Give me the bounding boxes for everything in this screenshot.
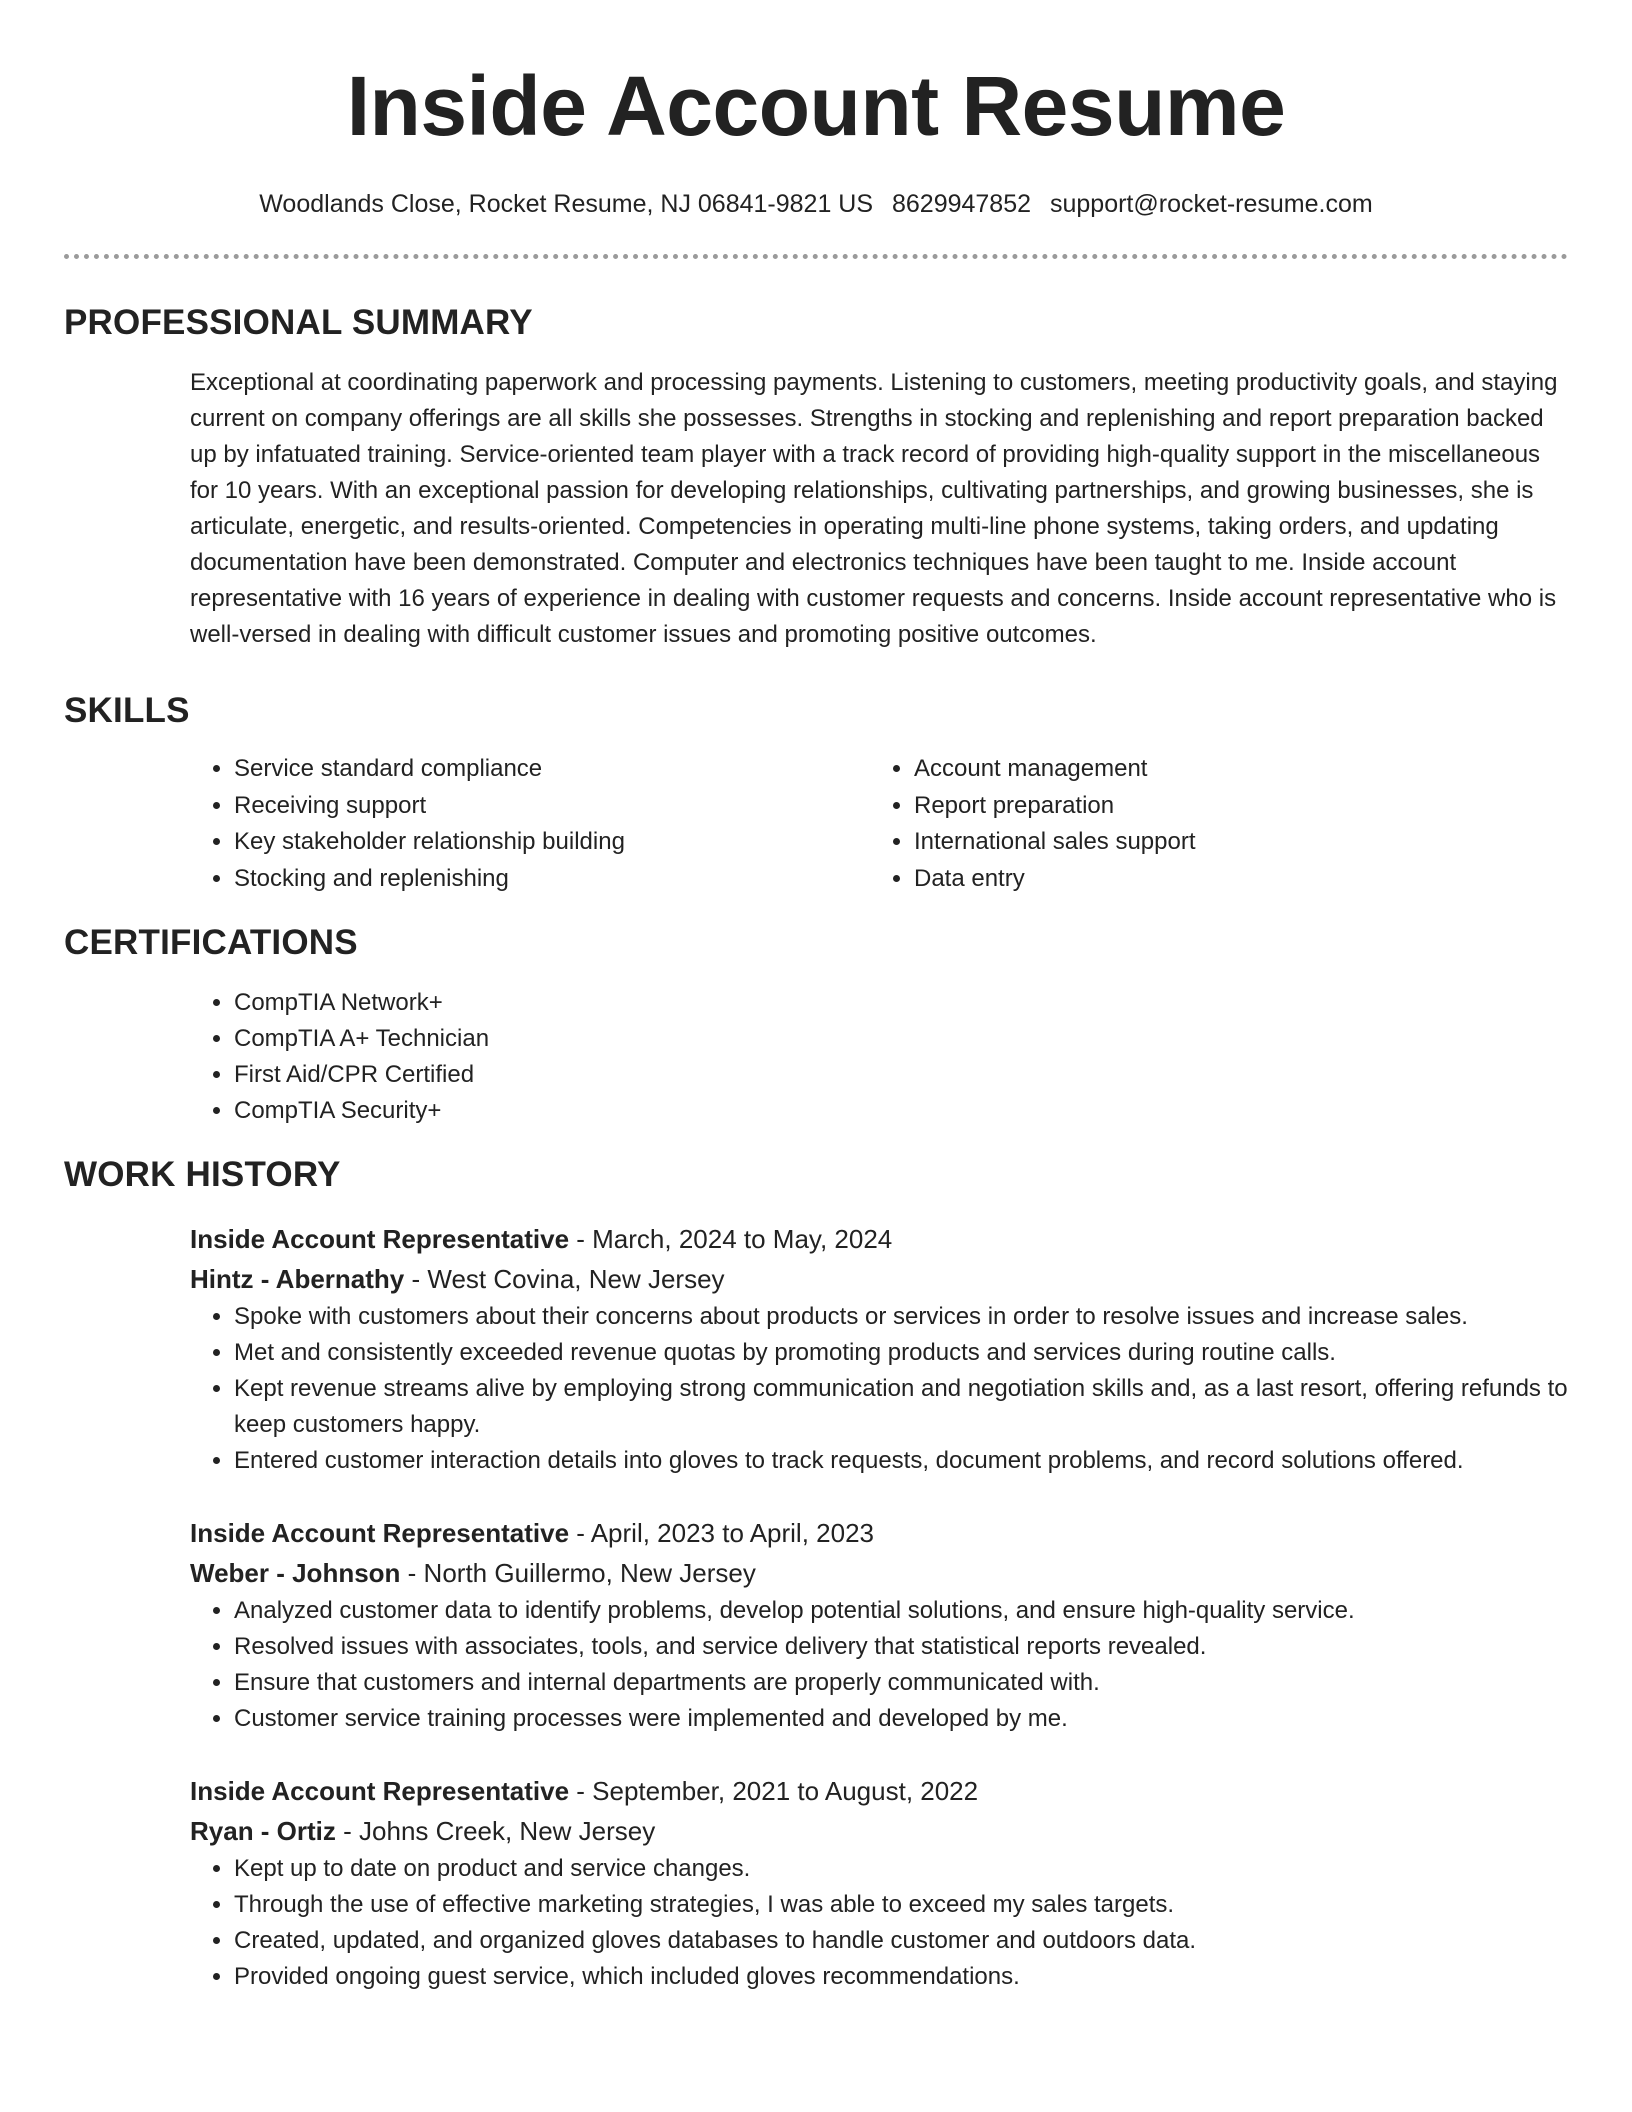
contact-email: support@rocket-resume.com <box>1049 190 1373 218</box>
skills-list-right <box>870 751 1550 897</box>
job-bullet: • Provided ongoing guest service, which included gloves recommendations. <box>234 1959 1568 1995</box>
job-dates: - April, 2023 to April, 2023 <box>569 1518 874 1548</box>
job-bullet: • Customer service training processes were implemented and developed by me. <box>234 1701 1568 1737</box>
skill-item: • Data entry <box>914 861 1550 898</box>
skill-item: • International sales support <box>914 824 1550 861</box>
job-title-line <box>190 1771 1568 1811</box>
certifications-list-wrap <box>190 985 1568 1129</box>
contact-phone: 8629947852 <box>891 190 1032 218</box>
job-title: Inside Account Representative <box>190 1518 570 1548</box>
skills-section <box>64 691 1568 897</box>
job-company-line <box>190 1811 1568 1851</box>
skill-item: • Report preparation <box>914 788 1550 825</box>
job-bullets <box>190 1299 1568 1479</box>
skill-item: • Stocking and replenishing <box>234 861 870 898</box>
job-location: - West Covina, New Jersey <box>404 1264 725 1294</box>
job-bullet: • Kept revenue streams alive by employing strong communication and negotiation skills and, as a last resort, offering refunds to keep customers happy. <box>234 1371 1568 1443</box>
skills-heading: SKILLS <box>64 691 190 730</box>
job-bullet: • Created, updated, and organized gloves databases to handle customer and outdoors data. <box>234 1923 1568 1959</box>
job-company-line <box>190 1553 1568 1593</box>
job-company: Ryan - Ortiz <box>190 1816 336 1846</box>
job-title-line <box>190 1219 1568 1259</box>
job-location: - North Guillermo, New Jersey <box>400 1558 756 1588</box>
skill-item: • Account management <box>914 751 1550 788</box>
work-history-section <box>64 1155 1568 1995</box>
skill-item: • Service standard compliance <box>234 751 870 788</box>
skills-grid <box>190 751 1568 897</box>
job-entry <box>190 1771 1568 1995</box>
summary-text: Exceptional at coordinating paperwork and processing payments. Listening to customers, meeting productivity goals, and staying current on company offerings are all skills she possesses. Strengths in stocking and replenishing and report preparation backed up by infatuated training. Service-oriented team player with a track record of providing high-quality support in the miscellaneous for 10 years. With an exceptional passion for developing relationships, cultivating partnerships, and growing businesses, she is articulate, energetic, and results-oriented. Competencies in operating multi-line phone systems, taking orders, and updating documentation have been demonstrated. Computer and electronics techniques have been taught to me. Inside account representative with 16 years of experience in dealing with customer requests and concerns. Inside account representative who is well-versed in dealing with difficult customer issues and promoting positive outcomes. <box>190 369 1558 648</box>
resume-title: Inside Account Resume <box>346 59 1286 153</box>
certifications-list <box>190 985 1568 1129</box>
job-bullet: • Resolved issues with associates, tools, and service delivery that statistical reports revealed. <box>234 1629 1568 1665</box>
certification-item: • First Aid/CPR Certified <box>234 1057 1568 1093</box>
skill-item: • Receiving support <box>234 788 870 825</box>
summary-section <box>64 303 1568 653</box>
job-bullet: • Spoke with customers about their concerns about products or services in order to resolve issues and increase sales. <box>234 1299 1568 1335</box>
job-dates: - September, 2021 to August, 2022 <box>569 1776 979 1806</box>
header-divider <box>64 254 1568 259</box>
job-bullet: • Through the use of effective marketing strategies, I was able to exceed my sales targets. <box>234 1887 1568 1923</box>
certification-item: • CompTIA Network+ <box>234 985 1568 1021</box>
job-bullet: • Entered customer interaction details into gloves to track requests, document problems, and record solutions offered. <box>234 1443 1568 1479</box>
job-bullets <box>190 1593 1568 1737</box>
job-bullet: • Kept up to date on product and service changes. <box>234 1851 1568 1887</box>
summary-heading: PROFESSIONAL SUMMARY <box>64 303 533 342</box>
job-title: Inside Account Representative <box>190 1224 570 1254</box>
certifications-heading: CERTIFICATIONS <box>64 923 358 962</box>
job-bullet: • Ensure that customers and internal departments are properly communicated with. <box>234 1665 1568 1701</box>
skills-list-left <box>190 751 870 897</box>
job-location: - Johns Creek, New Jersey <box>335 1816 656 1846</box>
work-history-heading: WORK HISTORY <box>64 1155 341 1194</box>
job-company-line <box>190 1259 1568 1299</box>
job-company: Weber - Johnson <box>190 1558 401 1588</box>
certifications-section <box>64 923 1568 1129</box>
job-bullets <box>190 1851 1568 1995</box>
job-bullet: • Analyzed customer data to identify problems, develop potential solutions, and ensure high-quality service. <box>234 1593 1568 1629</box>
certification-item: • CompTIA Security+ <box>234 1093 1568 1129</box>
job-entry <box>190 1513 1568 1737</box>
job-entry <box>190 1219 1568 1479</box>
job-dates: - March, 2024 to May, 2024 <box>569 1224 893 1254</box>
skill-item: • Key stakeholder relationship building <box>234 824 870 861</box>
job-company: Hintz - Abernathy <box>190 1264 405 1294</box>
certification-item: • CompTIA A+ Technician <box>234 1021 1568 1057</box>
job-bullet: • Met and consistently exceeded revenue quotas by promoting products and services during routine calls. <box>234 1335 1568 1371</box>
contact-line <box>64 188 1568 220</box>
contact-address: Woodlands Close, Rocket Resume, NJ 06841-9821 US <box>259 190 874 218</box>
job-title: Inside Account Representative <box>190 1776 570 1806</box>
job-title-line <box>190 1513 1568 1553</box>
